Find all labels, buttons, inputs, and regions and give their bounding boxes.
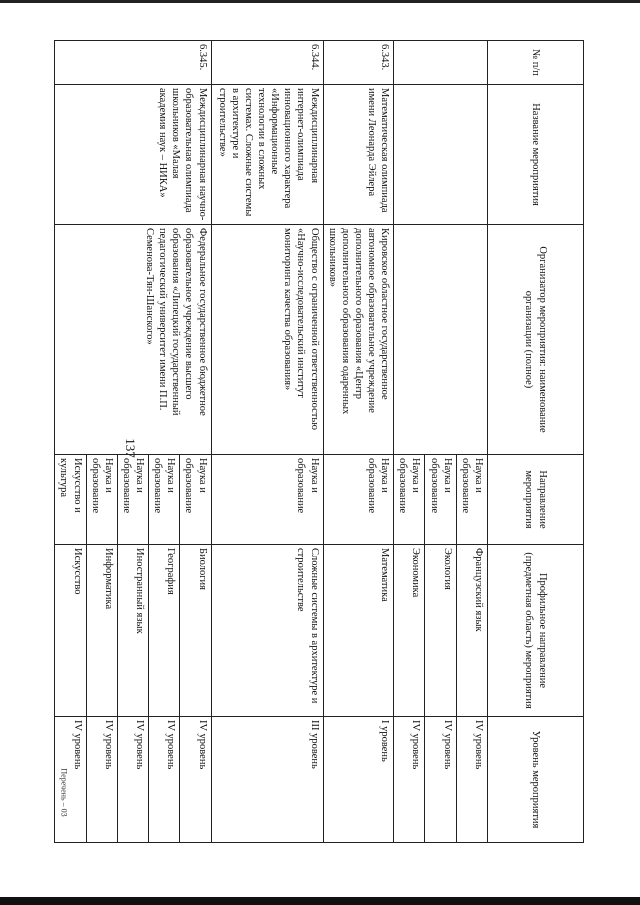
cell-direction: Наука и образование	[180, 455, 211, 545]
page-number: 137	[122, 438, 138, 458]
cell-profile: Биология	[180, 545, 211, 717]
table-header-row	[488, 41, 584, 843]
cell-level: IV уровень	[55, 717, 86, 843]
cell-profile: Французский язык	[456, 545, 487, 717]
cell-direction: Наука и образование	[323, 455, 394, 545]
cell-num: 6.343.	[323, 41, 394, 85]
header-num: № п/п	[488, 41, 584, 85]
cell-name: Математическая олимпиада имени Леонарда Эйлера	[323, 85, 394, 225]
cell-profile: Экология	[425, 545, 456, 717]
cell-organizer-cont	[394, 225, 488, 455]
cell-direction: Искусство и культура	[55, 455, 86, 545]
cell-profile: Математика	[323, 545, 394, 717]
events-table	[54, 40, 584, 843]
cell-profile: География	[149, 545, 180, 717]
cell-profile: Иностранный язык	[117, 545, 148, 717]
header-name: Название мероприятия	[488, 85, 584, 225]
cell-name: Междисциплинарная научно-образовательная олимпиада школьников «Малая академия наук – НИКА»	[55, 85, 211, 225]
cell-direction: Наука и образование	[394, 455, 425, 545]
cell-direction: Наука и образование	[456, 455, 487, 545]
cell-direction: Наука и образование	[86, 455, 117, 545]
cell-direction: Наука и образование	[149, 455, 180, 545]
table-row	[456, 41, 487, 843]
footer-note: Перечень – 03	[59, 768, 69, 817]
table-row-6-344	[211, 41, 323, 843]
cell-organizer: Общество с ограниченной ответственностью «Научно-исследовательский институт мониторинга качества образования»	[211, 225, 323, 455]
header-profile: Профильное направление (предметная область) мероприятия	[488, 545, 584, 717]
cell-profile: Информатика	[86, 545, 117, 717]
header-direction: Направление мероприятия	[488, 455, 584, 545]
cell-organizer: Кировское областное государственное автономное образовательное учреждение дополнительного образования «Центр дополнительного образования одаренных школьников»	[323, 225, 394, 455]
table-row-6-345	[180, 41, 211, 843]
cell-profile: Экономика	[394, 545, 425, 717]
cell-level: IV уровень	[180, 717, 211, 843]
table-row-6-343	[323, 41, 394, 843]
cell-level: I уровень	[323, 717, 394, 843]
cell-organizer: Федеральное государственное бюджетное образовательное учреждение высшего образования «Липецкий государственный педагогический университет имени П.П. Семенова-Тян-Шанского»	[55, 225, 211, 455]
cell-level: IV уровень	[86, 717, 117, 843]
scan-top-edge	[0, 0, 640, 3]
cell-num: 6.345.	[55, 41, 211, 85]
cell-name-cont	[394, 85, 488, 225]
cell-name: Междисциплинарная интернет-олимпиада инновационного характера «Информационные технологии в сложных системах. Сложные системы в архитектуре и строительстве»	[211, 85, 323, 225]
cell-level: III уровень	[211, 717, 323, 843]
header-organizer: Организатор мероприятия: наименование организации (полное)	[488, 225, 584, 455]
cell-level: IV уровень	[117, 717, 148, 843]
cell-num-cont	[394, 41, 488, 85]
cell-profile: Сложные системы в архитектуре и строительстве	[211, 545, 323, 717]
cell-level: IV уровень	[394, 717, 425, 843]
cell-level: IV уровень	[149, 717, 180, 843]
cell-level: IV уровень	[425, 717, 456, 843]
cell-profile: Искусство	[55, 545, 86, 717]
cell-direction: Наука и образование	[425, 455, 456, 545]
cell-direction: Наука и образование	[211, 455, 323, 545]
header-level: Уровень мероприятия	[488, 717, 584, 843]
cell-level: IV уровень	[456, 717, 487, 843]
cell-direction: Наука и образование	[117, 455, 148, 545]
cell-num: 6.344.	[211, 41, 323, 85]
scan-bottom-edge	[0, 897, 640, 905]
